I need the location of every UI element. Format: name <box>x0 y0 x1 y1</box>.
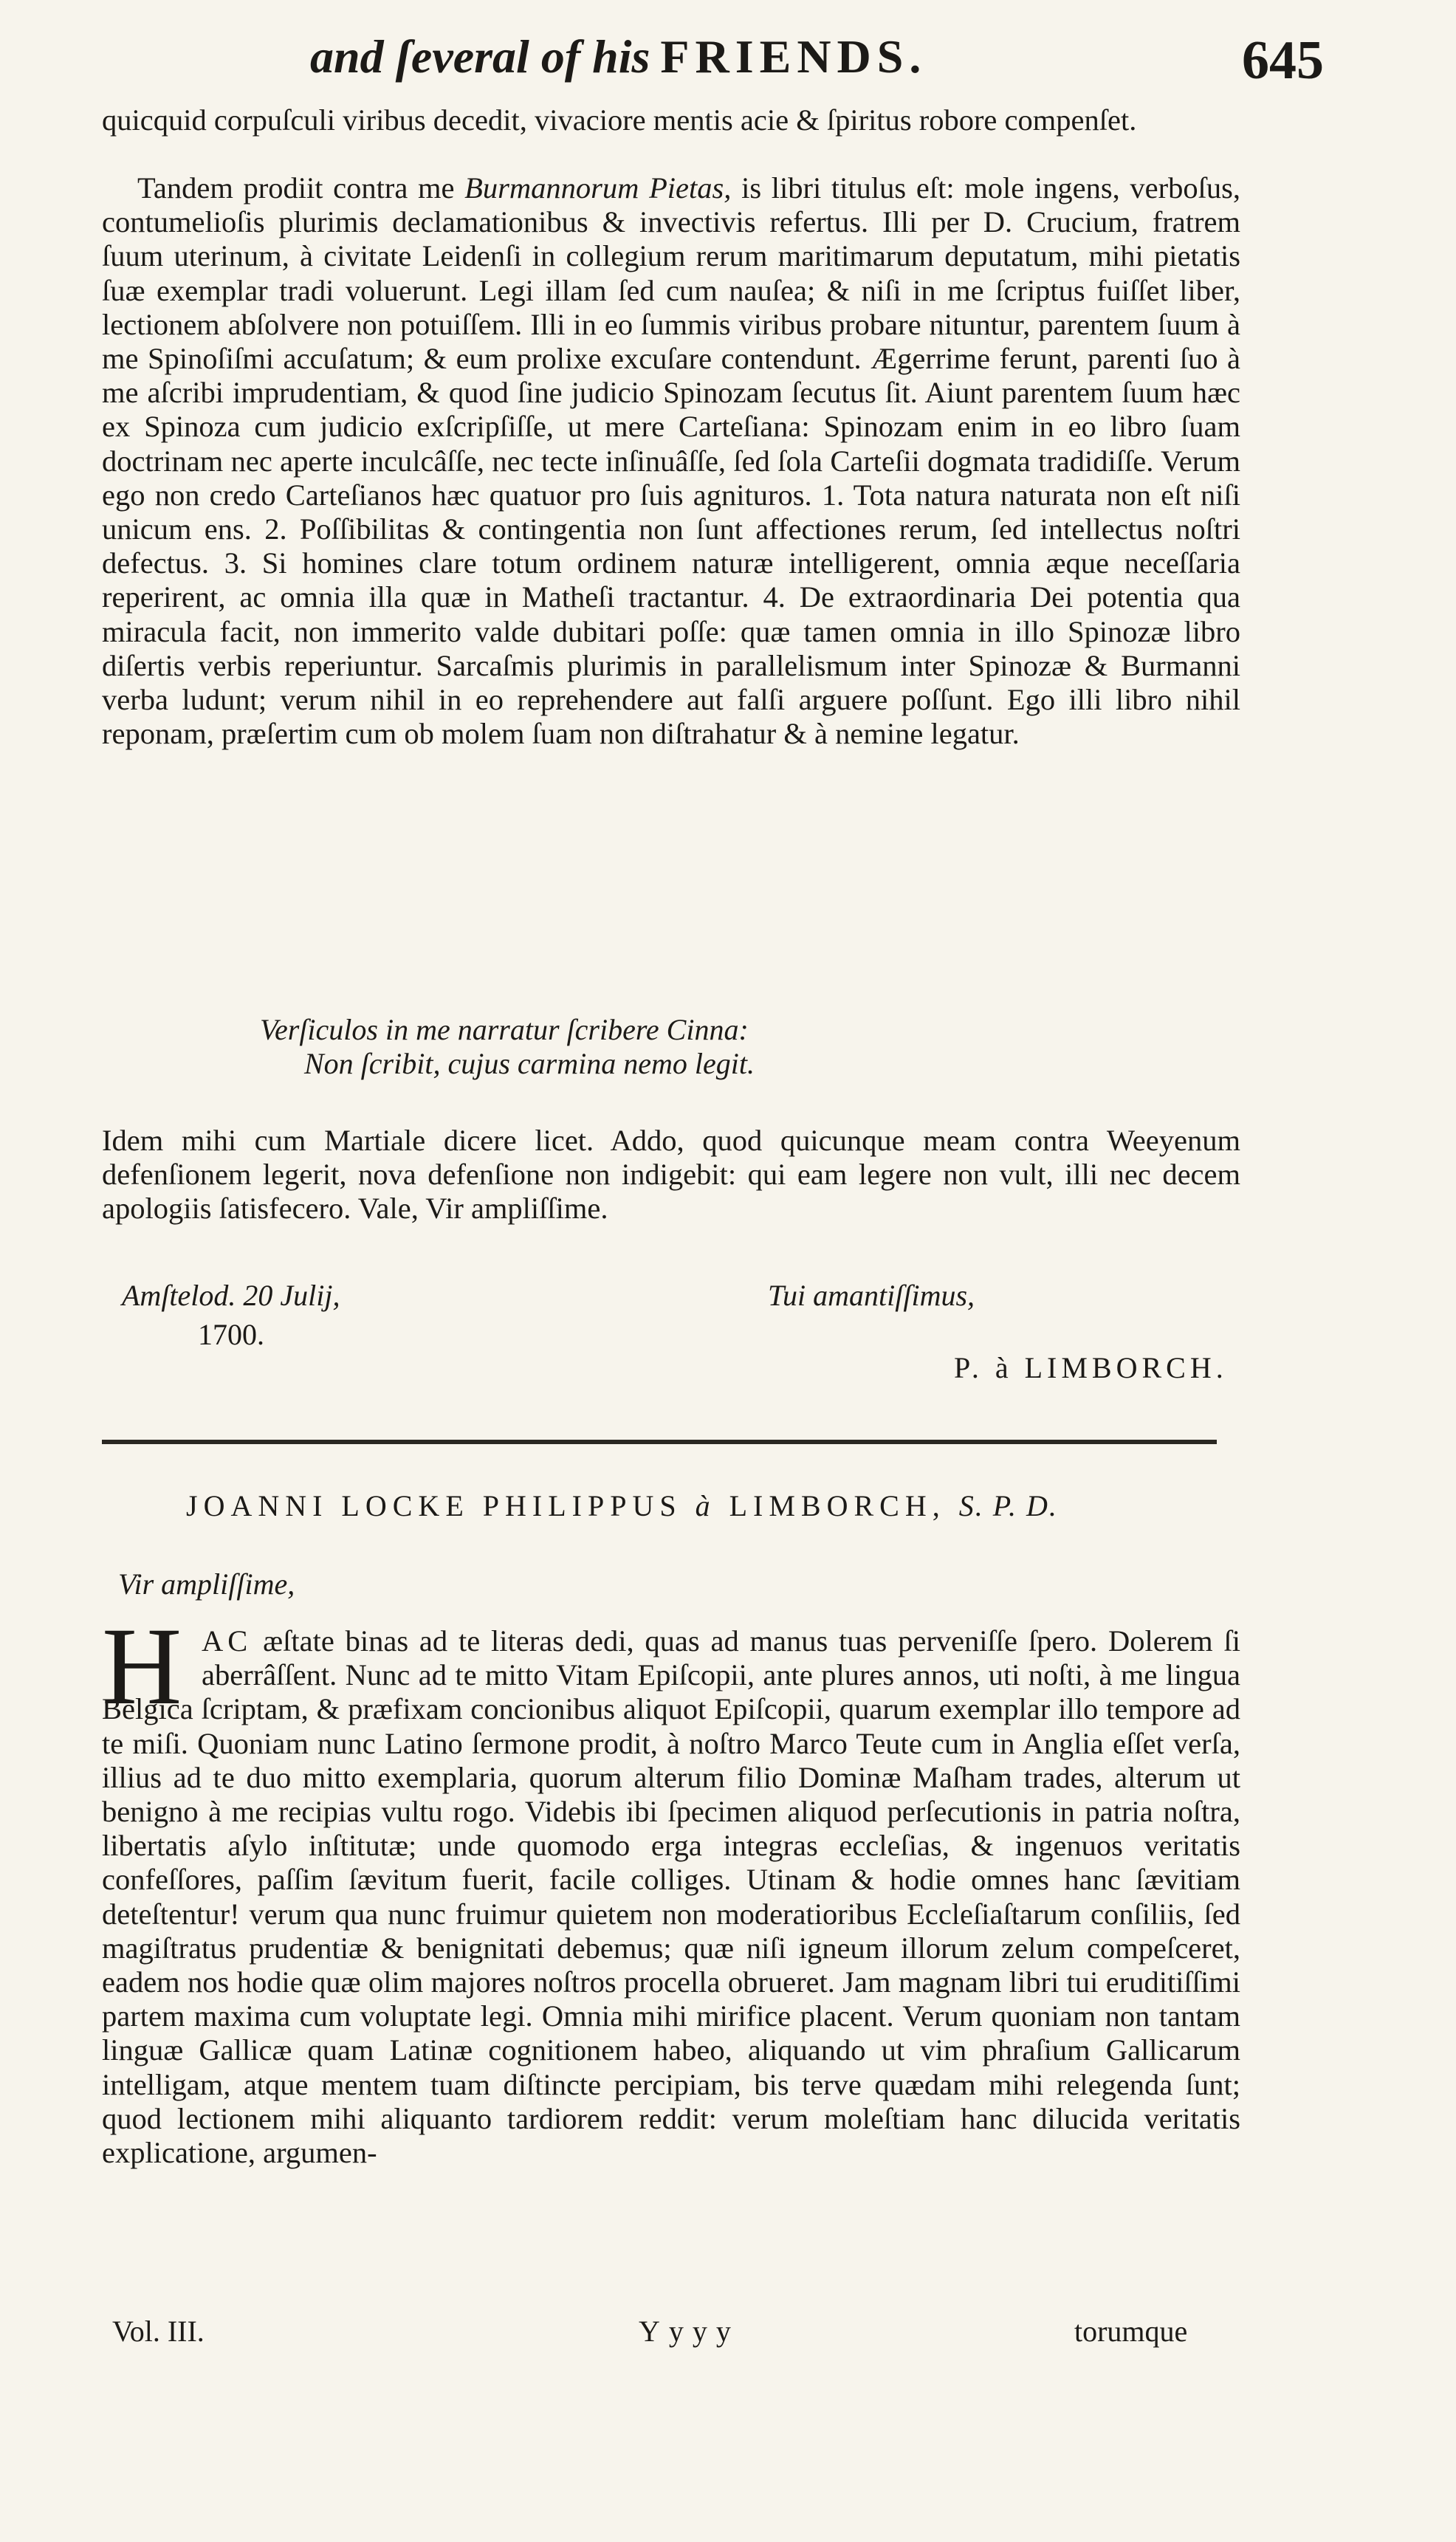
running-title-caps: FRIENDS. <box>660 30 927 83</box>
letter-body <box>102 1624 1240 2170</box>
drop-cap: H <box>102 1605 182 1728</box>
drop-cap-spacer <box>102 1624 202 1689</box>
signoff-year: 1700. <box>198 1318 264 1351</box>
signoff-place-date: Amſtelod. 20 Julij, <box>122 1279 340 1312</box>
signoff-signature: P. à LIMBORCH. <box>954 1351 1228 1384</box>
heading-particle: à <box>695 1489 716 1522</box>
running-head <box>0 22 1456 103</box>
verse-quote <box>260 1013 1146 1081</box>
running-title-italic: and ſeveral of his <box>310 30 650 83</box>
footer-signature-mark: Yyyy <box>639 2315 740 2348</box>
verse-line-2: Non ſcribit, cujus carmina nemo legit. <box>304 1047 755 1080</box>
paragraph-2 <box>102 171 1240 751</box>
paragraph-martial <box>102 1124 1240 1226</box>
signoff-closing: Tui amantiſſimus, <box>768 1279 975 1312</box>
footer-volume: Vol. III. <box>112 2315 205 2348</box>
heading-greeting: S. P. D. <box>958 1489 1058 1522</box>
running-title <box>310 30 927 84</box>
paragraph-3-text: Idem mihi cum Martiale dicere licet. Addo, quod quicunque meam contra Weeyenum defenſionem legerit, nova defenſione non indigebit: qui eam legere non vult, illi nec decem apologiis ſatisfecero. Vale, Vir ampliſſime. <box>102 1124 1240 1226</box>
salutation: Vir ampliſſime, <box>118 1567 295 1601</box>
letter-first-word: AC <box>202 1624 253 1658</box>
paragraph-1-text: quicquid corpuſculi viribus decedit, vivaciore mentis acie & ſpiritus robore compenſet. <box>102 103 1137 137</box>
section-divider <box>102 1440 1217 1444</box>
book-title-burmannorum: Burmannorum Pietas, <box>464 171 732 205</box>
heading-sender-surname: LIMBORCH, <box>729 1489 946 1522</box>
paragraph-2-rest: is libri titulus eſt: mole ingens, verboſus, contumelioſis plurimis declamationibus & invectivis refertus. Illi per D. Crucium, fratrem ſuum uterinum, à civitate Leidenſi in collegium rerum maritimarum deputatum, mihi pietatis ſuæ exemplar tradi voluerunt. Legi illam ſed cum nauſea; & niſi in me ſcriptus fuiſſet liber, lectionem abſolvere non potuiſſem. Illi in eo ſummis viribus probare nituntur, parentem ſuum à me Spinoſiſmi accuſatum; & eum prolixe excuſare contendunt. Ægerrime ferunt, parenti ſuo à me aſcribi imprudentiam, & quod ſine judicio Spinozam ſecutus ſit. Aiunt parentem ſuum hæc ex Spinoza cum judicio exſcripſiſſe, ut mere Carteſiana: Spinozam enim in eo libro ſuam doctrinam nec aperte inculcâſſe, nec tecte inſinuâſſe, ſed ſola Carteſii dogmata tradidiſſe. Verum ego non credo Carteſianos hæc quatuor pro ſuis agnituros. 1. Tota natura naturata non eſt niſi unicum ens. 2. Poſſibilitas & contingentia non ſunt affectiones rerum, ſed intellectus noſtri defectus. 3. Si homines clare totum ordinem naturæ intelligerent, omnia æque neceſſaria reperirent, ac omnia illa quæ in Matheſi tractantur. 4. De extraordinaria Dei potentia qua miracula facit, non immerito valde dubitari poſſe: quæ tamen omnia in illo Spinozæ libro diſertis verbis reperiuntur. Sarcaſmis plurimis in parallelismum inter Spinozæ & Burmanni verba ludunt; verum nihil in eo reprehendere aut falſi arguere poſſunt. Ego illi libro nihil reponam, præſertim cum ob molem ſuam non diſtrahatur & à nemine legatur. <box>102 171 1240 751</box>
verse-line-1: Verſiculos in me narratur ſcribere Cinna: <box>260 1013 749 1046</box>
paragraph-continued <box>102 103 1240 137</box>
paragraph-2-lead: Tandem prodiit contra me <box>137 171 455 205</box>
heading-sender: PHILIPPUS <box>482 1489 682 1522</box>
paragraph-burmann <box>102 171 1240 751</box>
page-number: 645 <box>1242 30 1324 91</box>
letter-body-text: æſtate binas ad te literas dedi, quas ad manus tuas perveniſſe ſpero. Dolerem ſi aberrâſſent. Nunc ad te mitto Vitam Epiſcopii, ante plures annos, uti noſti, à me lingua Belgica ſcriptam, & præfixam concionibus aliquot Epiſcopii, quarum exemplar illo tempore ad te miſi. Quoniam nunc Latino ſermone prodit, à noſtro Marco Teute cum in Anglia eſſet verſa, illius ad te duo mitto exemplaria, quorum alterum filio Dominæ Maſham trades, alterum ut benigno à me recipias vultu rogo. Videbis ibi ſpecimen aliquod perſecutionis in patria noſtra, libertatis aſylo inſtitutæ; unde quomodo erga integras eccleſias, & ingenuos veritatis confeſſores, paſſim ſævitum fuerit, facile colliges. Utinam & hodie omnes hanc ſævitiam deteſtentur! verum qua nunc fruimur quietem non moderatioribus Eccleſiaſtarum conſiliis, ſed magiſtratus prudentiæ & benignitati debemus; quæ niſi igneum illorum zelum compeſceret, eadem nos hodie quæ olim majores noſtros procella obrueret. Jam magnam libri tui eruditiſſimi partem maxima cum voluptate legi. Omnia mihi mirifice placent. Verum quoniam non tantam linguæ Gallicæ quam Latinæ cognitionem habeo, aliquando ut vim phraſium Gallicarum intelligam, atque mentem tuam diſtincte percipiam, bis terve quædam mihi relegenda ſunt; quod lectionem mihi aliquanto tardiorem reddit: verum moleſtiam hanc dilucida veritatis explicatione, argumen- <box>102 1624 1240 2170</box>
footer-catchword: torumque <box>1074 2315 1188 2348</box>
letter-heading <box>186 1488 1058 1525</box>
heading-recipient: JOANNI LOCKE <box>186 1489 470 1522</box>
